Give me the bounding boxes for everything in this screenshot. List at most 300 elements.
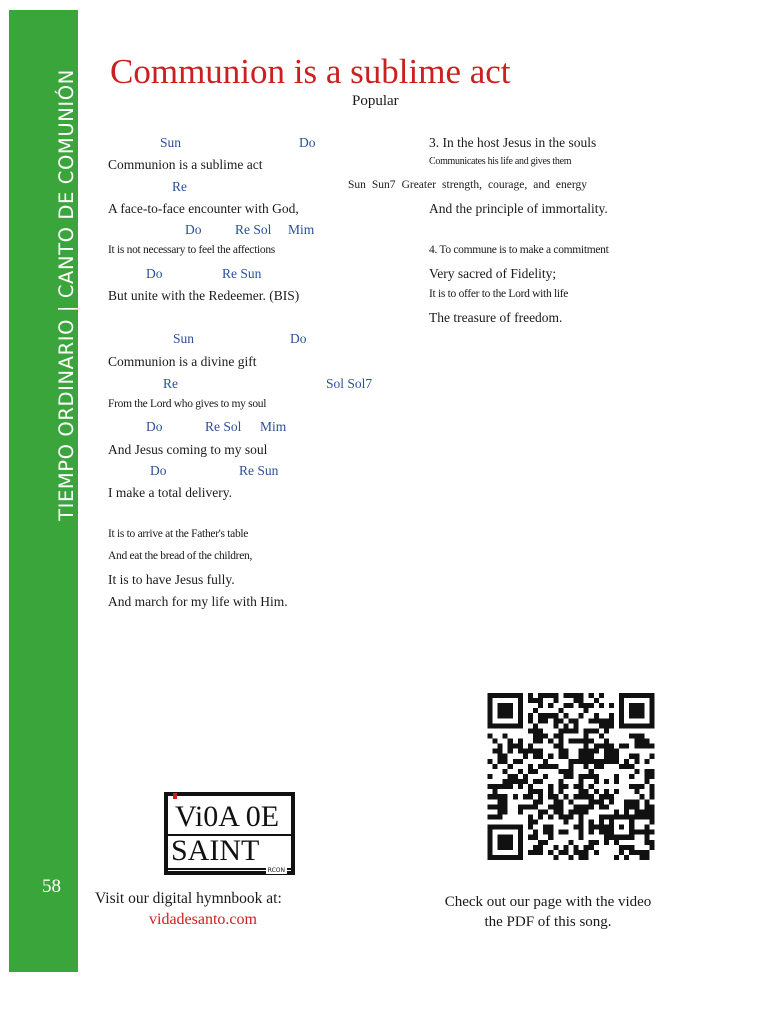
qr-module	[639, 794, 644, 799]
qr-module	[609, 713, 614, 718]
qr-module	[604, 744, 609, 749]
qr-module	[493, 784, 498, 789]
qr-module	[538, 713, 543, 718]
qr-module	[579, 830, 584, 835]
qr-module	[574, 825, 579, 830]
qr-module	[644, 744, 649, 749]
chord: Re	[163, 376, 178, 391]
qr-module	[563, 769, 568, 774]
qr-module	[609, 754, 614, 759]
qr-module	[644, 825, 649, 830]
qr-module	[574, 784, 579, 789]
qr-module	[634, 799, 639, 804]
chord: Sun	[173, 331, 195, 346]
qr-module	[639, 850, 644, 855]
qr-module	[518, 784, 523, 789]
qr-module	[579, 794, 584, 799]
qr-module	[589, 718, 594, 723]
qr-module	[579, 855, 584, 860]
qr-module	[589, 728, 594, 733]
qr-module	[579, 779, 584, 784]
qr-module	[579, 749, 584, 754]
qr-module	[543, 733, 548, 738]
qr-module	[589, 754, 594, 759]
qr-module	[543, 825, 548, 830]
qr-module	[584, 759, 589, 764]
qr-module	[604, 739, 609, 744]
qr-module	[584, 774, 589, 779]
qr-module	[553, 845, 558, 850]
qr-module	[493, 814, 498, 819]
qr-module	[589, 739, 594, 744]
qr-module	[619, 845, 624, 850]
qr-module	[533, 845, 538, 850]
qr-module	[604, 835, 609, 840]
qr-module	[589, 794, 594, 799]
qr-module	[528, 804, 533, 809]
qr-module	[508, 764, 513, 769]
qr-module	[533, 739, 538, 744]
qr-module	[538, 814, 543, 819]
qr-module	[563, 850, 568, 855]
qr-module	[528, 713, 533, 718]
qr-module	[604, 779, 609, 784]
lyric-line: And Jesus coming to my soul	[108, 442, 268, 457]
qr-module	[508, 774, 513, 779]
qr-module	[513, 744, 518, 749]
qr-module	[579, 703, 584, 708]
qr-module	[574, 794, 579, 799]
qr-module	[589, 774, 594, 779]
qr-module	[523, 749, 528, 754]
qr-module	[629, 754, 634, 759]
qr-module	[629, 804, 634, 809]
qr-module	[624, 799, 629, 804]
qr-module	[649, 769, 654, 774]
lyric-line-mixed	[348, 179, 593, 191]
qr-module	[488, 759, 493, 764]
qr-module	[498, 754, 503, 759]
website-link[interactable]: vidadesanto.com	[149, 911, 257, 928]
song-title: Communion is a sublime act	[110, 52, 511, 91]
qr-module	[498, 835, 513, 850]
qr-module	[624, 845, 629, 850]
qr-module	[563, 693, 568, 698]
qr-module	[589, 825, 594, 830]
qr-module	[568, 693, 573, 698]
check-line-2: the PDF of this song.	[484, 914, 612, 930]
qr-module	[553, 794, 558, 799]
qr-module	[589, 799, 594, 804]
qr-module	[639, 744, 644, 749]
lyric-line: But unite with the Redeemer. (BIS)	[108, 288, 300, 303]
qr-module	[508, 784, 513, 789]
qr-module	[644, 830, 649, 835]
qr-module	[553, 799, 558, 804]
qr-module	[528, 693, 533, 698]
chord: Re	[172, 179, 187, 194]
qr-module	[579, 739, 584, 744]
qr-module	[568, 774, 573, 779]
qr-module	[584, 855, 589, 860]
qr-module	[574, 850, 579, 855]
qr-module	[548, 764, 553, 769]
qr-module	[533, 799, 538, 804]
qr-module	[644, 804, 649, 809]
qr-module	[528, 769, 533, 774]
qr-module	[584, 809, 589, 814]
qr-module	[528, 718, 533, 723]
qr-module	[619, 764, 624, 769]
qr-module	[609, 794, 614, 799]
qr-module	[548, 703, 553, 708]
qr-module	[649, 794, 654, 799]
qr-module	[568, 840, 573, 845]
qr-module	[523, 794, 528, 799]
lyric-word: courage,	[487, 179, 528, 191]
qr-module	[609, 718, 614, 723]
qr-module	[649, 784, 654, 789]
qr-module	[518, 739, 523, 744]
qr-module	[513, 759, 518, 764]
qr-module	[558, 769, 563, 774]
qr-module	[543, 809, 548, 814]
lyric-line: It is not necessary to feel the affections	[108, 244, 275, 256]
qr-module	[558, 733, 563, 738]
qr-module	[563, 830, 568, 835]
page-number: 58	[42, 876, 61, 897]
chord: Do	[185, 222, 202, 237]
qr-module	[584, 764, 589, 769]
qr-module	[568, 814, 573, 819]
qr-module	[538, 703, 543, 708]
qr-module	[649, 830, 654, 835]
qr-module	[579, 754, 584, 759]
qr-module	[599, 814, 604, 819]
qr-module	[493, 804, 498, 809]
qr-module	[649, 744, 654, 749]
qr-module	[579, 820, 584, 825]
qr-module	[584, 744, 589, 749]
qr-module	[558, 749, 563, 754]
qr-module	[503, 784, 508, 789]
qr-module	[553, 693, 558, 698]
qr-module	[533, 804, 538, 809]
qr-module	[649, 820, 654, 825]
qr-module	[533, 789, 538, 794]
qr-module	[548, 784, 553, 789]
qr-module	[508, 744, 513, 749]
qr-module	[533, 779, 538, 784]
chord: Do	[290, 331, 307, 346]
lyric-word: Greater	[401, 179, 437, 191]
song-author: Popular	[352, 93, 399, 109]
qr-module	[538, 840, 543, 845]
lyric-line: Communion is a sublime act	[108, 157, 263, 172]
qr-module	[579, 784, 584, 789]
qr-module	[543, 693, 548, 698]
qr-module	[609, 799, 614, 804]
qr-module	[599, 759, 604, 764]
qr-module	[589, 820, 594, 825]
qr-module	[644, 779, 649, 784]
qr-module	[594, 774, 599, 779]
qr-code[interactable]	[486, 693, 656, 860]
qr-module	[568, 769, 573, 774]
qr-module	[579, 789, 584, 794]
qr-module	[553, 718, 558, 723]
chord: Re Sun	[239, 463, 279, 478]
qr-module	[548, 804, 553, 809]
qr-module	[574, 759, 579, 764]
qr-module	[604, 830, 609, 835]
qr-module	[558, 784, 563, 789]
qr-module	[518, 809, 523, 814]
qr-module	[599, 703, 604, 708]
qr-module	[518, 749, 523, 754]
qr-module	[584, 850, 589, 855]
qr-module	[589, 845, 594, 850]
qr-module	[488, 794, 493, 799]
qr-module	[629, 850, 634, 855]
qr-module	[523, 779, 528, 784]
qr-module	[553, 698, 558, 703]
qr-module	[528, 814, 533, 819]
qr-module	[553, 713, 558, 718]
qr-module	[553, 733, 558, 738]
qr-module	[498, 784, 503, 789]
qr-module	[624, 809, 629, 814]
lyric-line: Very sacred of Fidelity;	[429, 266, 557, 281]
qr-module	[634, 814, 639, 819]
qr-module	[574, 693, 579, 698]
qr-module	[579, 713, 584, 718]
qr-module	[599, 820, 604, 825]
chord: Do	[146, 266, 163, 281]
qr-module	[553, 764, 558, 769]
qr-module	[649, 789, 654, 794]
qr-module	[508, 739, 513, 744]
qr-module	[538, 739, 543, 744]
qr-module	[574, 718, 579, 723]
qr-module	[639, 855, 644, 860]
chord: Sol Sol7	[326, 376, 373, 391]
qr-module	[594, 713, 599, 718]
qr-module	[649, 809, 654, 814]
qr-module	[644, 809, 649, 814]
lyric-line: 3. In the host Jesus in the souls	[429, 135, 597, 150]
qr-module	[548, 825, 553, 830]
qr-module	[538, 718, 543, 723]
qr-module	[634, 789, 639, 794]
qr-module	[563, 794, 568, 799]
qr-module	[574, 739, 579, 744]
qr-module	[533, 835, 538, 840]
qr-module	[624, 804, 629, 809]
qr-module	[649, 754, 654, 759]
lyric-line: A face-to-face encounter with God,	[108, 201, 299, 216]
qr-module	[523, 754, 528, 759]
qr-module	[558, 718, 563, 723]
qr-module	[589, 693, 594, 698]
qr-module	[563, 728, 568, 733]
qr-module	[558, 850, 563, 855]
qr-module	[579, 804, 584, 809]
qr-module	[614, 855, 619, 860]
qr-module	[589, 749, 594, 754]
qr-module	[498, 759, 503, 764]
qr-module	[563, 754, 568, 759]
qr-module	[528, 820, 533, 825]
qr-module	[553, 723, 558, 728]
logo-mark	[173, 793, 177, 799]
qr-module	[579, 825, 584, 830]
qr-module	[548, 814, 553, 819]
qr-module	[644, 840, 649, 845]
qr-module	[503, 794, 508, 799]
qr-module	[639, 814, 644, 819]
qr-module	[558, 754, 563, 759]
qr-module	[558, 799, 563, 804]
qr-module	[594, 789, 599, 794]
qr-module	[528, 794, 533, 799]
qr-module	[649, 774, 654, 779]
qr-module	[624, 764, 629, 769]
qr-module	[528, 825, 533, 830]
qr-module	[523, 804, 528, 809]
qr-module	[568, 728, 573, 733]
qr-module	[594, 728, 599, 733]
qr-module	[548, 754, 553, 759]
qr-module	[629, 733, 634, 738]
lyric-line: From the Lord who gives to my soul	[108, 398, 267, 410]
qr-module	[574, 845, 579, 850]
qr-module	[498, 814, 503, 819]
qr-module	[644, 759, 649, 764]
qr-module	[493, 789, 498, 794]
qr-module	[533, 749, 538, 754]
qr-module	[533, 728, 538, 733]
qr-module	[584, 703, 589, 708]
qr-module	[548, 739, 553, 744]
qr-module	[533, 820, 538, 825]
qr-module	[634, 769, 639, 774]
qr-module	[538, 764, 543, 769]
lyric-line: And the principle of immortality.	[429, 201, 608, 216]
qr-module	[599, 723, 604, 728]
qr-module	[614, 754, 619, 759]
qr-module	[584, 794, 589, 799]
qr-module	[639, 784, 644, 789]
qr-module	[579, 693, 584, 698]
qr-module	[609, 749, 614, 754]
qr-module	[543, 840, 548, 845]
lyric-line: I make a total delivery.	[108, 485, 232, 500]
qr-module	[584, 708, 589, 713]
chord: Mim	[260, 419, 287, 434]
qr-module	[584, 739, 589, 744]
qr-module	[563, 814, 568, 819]
qr-module	[538, 789, 543, 794]
qr-module	[563, 703, 568, 708]
qr-module	[563, 774, 568, 779]
qr-module	[574, 728, 579, 733]
qr-module	[579, 850, 584, 855]
qr-module	[594, 825, 599, 830]
qr-module	[599, 744, 604, 749]
qr-module	[574, 804, 579, 809]
qr-module	[629, 845, 634, 850]
qr-module	[503, 769, 508, 774]
qr-module	[634, 830, 639, 835]
qr-module	[614, 759, 619, 764]
qr-module	[538, 794, 543, 799]
qr-module	[518, 804, 523, 809]
qr-module	[604, 825, 609, 830]
qr-module	[528, 850, 533, 855]
qr-module	[629, 703, 644, 718]
qr-module	[563, 713, 568, 718]
qr-module	[644, 835, 649, 840]
qr-module	[558, 728, 563, 733]
qr-module	[568, 703, 573, 708]
qr-module	[498, 809, 503, 814]
qr-module	[538, 698, 543, 703]
qr-module	[518, 759, 523, 764]
qr-module	[594, 779, 599, 784]
qr-module	[624, 759, 629, 764]
qr-module	[528, 728, 533, 733]
qr-module	[634, 809, 639, 814]
qr-module	[498, 804, 503, 809]
qr-module	[528, 764, 533, 769]
lyric-line: It is to arrive at the Father's table	[108, 528, 249, 540]
qr-module	[649, 804, 654, 809]
qr-module	[543, 713, 548, 718]
qr-module	[579, 698, 584, 703]
qr-module	[649, 845, 654, 850]
qr-module	[563, 749, 568, 754]
qr-module	[553, 809, 558, 814]
qr-module	[594, 718, 599, 723]
qr-module	[538, 728, 543, 733]
qr-module	[503, 759, 508, 764]
qr-module	[639, 809, 644, 814]
logo-small-text: RCON	[267, 867, 285, 874]
qr-module	[579, 774, 584, 779]
qr-module	[594, 764, 599, 769]
qr-module	[579, 809, 584, 814]
qr-module	[518, 744, 523, 749]
section-title-vertical: TIEMPO ORDINARIO | CANTO DE COMUNIÓN	[55, 69, 78, 521]
qr-module	[634, 739, 639, 744]
qr-module	[614, 809, 619, 814]
qr-module	[574, 809, 579, 814]
qr-module	[594, 749, 599, 754]
qr-module	[533, 830, 538, 835]
qr-module	[629, 774, 634, 779]
qr-module	[619, 850, 624, 855]
chord: Re Sol	[205, 419, 242, 434]
lyric-line: Communicates his life and gives them	[429, 156, 572, 167]
qr-module	[589, 830, 594, 835]
qr-module	[589, 804, 594, 809]
qr-module	[579, 759, 584, 764]
qr-module	[604, 759, 609, 764]
qr-module	[609, 759, 614, 764]
visit-hymnbook-text: Visit our digital hymnbook at:	[95, 890, 282, 907]
qr-module	[599, 804, 604, 809]
